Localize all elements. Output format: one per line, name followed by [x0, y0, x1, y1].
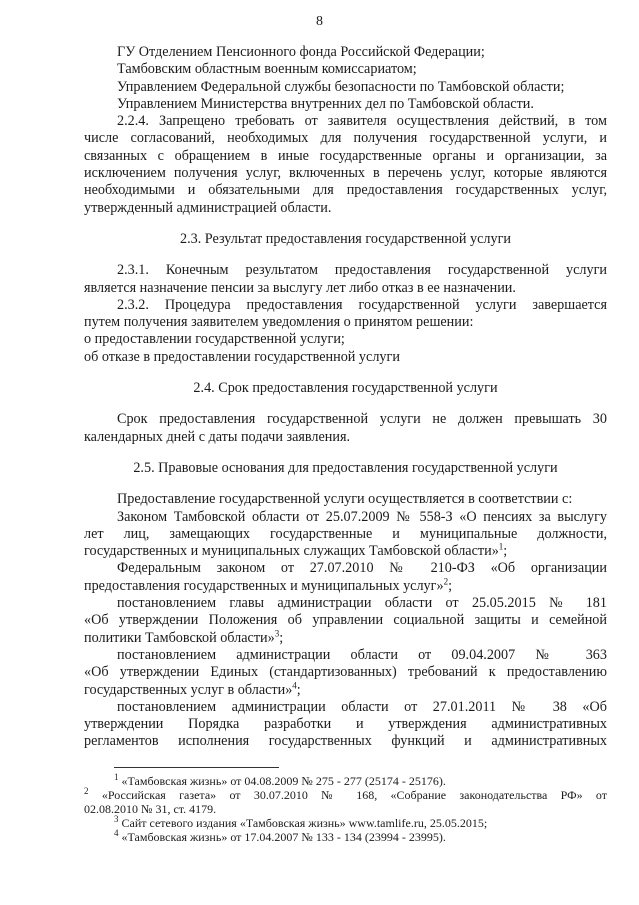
line-text: политики Тамбовской области»: [84, 629, 275, 646]
line-text: ГУ Отделением Пенсионного фонда Российской Федерации;: [117, 44, 485, 60]
line-text: Управлением Федеральной службы безопасности по Тамбовской области;: [117, 78, 565, 95]
text-line: [84, 509, 607, 526]
text-line: [84, 595, 607, 612]
line-text: утверждении Порядка разработки и утверждения административных: [84, 716, 607, 733]
footnote-reference: 3: [274, 627, 280, 638]
line-tail: ;: [279, 629, 284, 646]
text-line: [84, 679, 607, 699]
text-line: [84, 543, 607, 560]
line-text: путем получения заявителем уведомления о принятом решении:: [84, 314, 474, 331]
line-text: государственных и муниципальных служащих Тамбовской области»: [84, 543, 499, 560]
line-text: 02.08.2010 № 31, ст. 4179.: [84, 801, 217, 816]
line-text: предоставления государственных и муниципальных услуг»: [84, 577, 444, 594]
text-line: [84, 491, 607, 508]
text-line: [84, 314, 607, 331]
text-line: [84, 627, 607, 647]
paragraph-agencies-and-prohibition: [84, 44, 607, 217]
text-line: [84, 61, 607, 78]
section-2-3-body: [84, 262, 607, 366]
line-text: Законом Тамбовской области от 25.07.2009 № 558-З «О пенсиях за выслугу: [117, 508, 607, 525]
line-text: «Российская газета» от 30.07.2010 № 168, «Собрание законодательства РФ» от: [101, 787, 607, 802]
line-text: является назначение пенсии за выслугу лет либо отказ в ее назначении.: [84, 279, 516, 296]
footnote-separator: [114, 767, 279, 768]
page-number: 8: [316, 14, 323, 29]
line-text: утвержденный администрацией области.: [84, 199, 332, 216]
text-line: [84, 280, 607, 297]
line-text: 2.3.1. Конечным результатом предоставления государственной услуги: [117, 262, 607, 279]
footnote-marker: 1: [114, 771, 119, 782]
text-line: [84, 79, 607, 96]
line-text: о предоставлении государственной услуги;: [84, 331, 345, 348]
line-text: постановлением главы администрации области от 25.05.2015 № 181: [117, 595, 607, 612]
text-line: [84, 429, 607, 446]
line-text: «Об утверждении Единых (стандартизованных) требований к предоставлению: [84, 664, 607, 681]
line-text: постановлением администрации области от 09.04.2007 № 363: [117, 646, 607, 663]
footnote-reference: 2: [443, 575, 449, 586]
line-text: связанных с обращением в иные государственные органы и организации, за: [84, 147, 607, 164]
line-tail: ;: [448, 577, 453, 594]
footnote-line: [84, 802, 607, 816]
footnote-line: [84, 827, 607, 844]
text-line: [84, 182, 607, 199]
line-text: исключением получения услуг, включенных в перечень услуг, которые являются: [84, 165, 607, 182]
text-line: [84, 96, 607, 113]
text-line: [84, 331, 607, 348]
line-text: Федеральным законом от 27.07.2010 № 210-ФЗ «Об организации: [117, 560, 607, 577]
line-text: необходимыми и обязательными для предоставления государственных услуг,: [84, 182, 607, 199]
footnotes: [84, 771, 607, 844]
text-line: [84, 113, 607, 130]
text-line: [84, 262, 607, 279]
footnote-reference: 4: [292, 679, 297, 690]
line-text: государственных услуг в области»: [84, 681, 293, 698]
footnote-marker: 4: [114, 827, 119, 838]
line-text: регламентов исполнения государственных функций и административных: [84, 733, 607, 750]
text-line: [84, 411, 607, 428]
line-text: Управлением Министерства внутренних дел по Тамбовской области.: [117, 95, 534, 112]
line-text: числе согласований, необходимых для получения государственной услуги, и: [84, 130, 607, 147]
line-text: лет лиц, замещающих государственные и муниципальные должности,: [84, 525, 607, 542]
text-line: [84, 165, 607, 182]
text-line: [84, 612, 607, 629]
line-text: календарных дней с даты подачи заявления.: [84, 428, 351, 445]
text-line: [84, 130, 607, 147]
text-line: [84, 664, 607, 681]
line-text: «Об утверждении Положения об управлении социальной защиты и семейной: [84, 612, 607, 629]
footnote-line: [84, 771, 607, 788]
footnote-reference: 1: [498, 541, 504, 552]
section-2-5-body: [84, 491, 607, 750]
heading-2-5: 2.5. Правовые основания для предоставления государственной услуги: [133, 459, 558, 476]
text-line: [84, 647, 607, 664]
line-text: 2.2.4. Запрещено требовать от заявителя осуществления действий, в том: [117, 113, 607, 130]
text-line: [84, 699, 607, 716]
text-line: [84, 200, 607, 217]
text-line: [84, 349, 607, 366]
footnote-marker: 2: [84, 785, 89, 796]
text-line: [84, 44, 607, 61]
footnote-marker: 3: [114, 813, 119, 824]
line-tail: ;: [503, 543, 508, 560]
text-line: [84, 526, 607, 543]
heading-2-3: 2.3. Результат предоставления государственной услуги: [179, 230, 512, 247]
line-text: «Тамбовская жизнь» от 17.04.2007 № 133 - 134 (23994 - 23995).: [121, 829, 446, 844]
line-text: постановлением администрации области от 27.01.2011 № 38 «Об: [117, 698, 607, 715]
line-text: «Тамбовская жизнь» от 04.08.2009 № 275 - 277 (25174 - 25176).: [121, 773, 446, 788]
section-2-4-body: [84, 411, 607, 446]
text-line: [84, 716, 607, 733]
text-line: [84, 297, 607, 314]
line-text: Сайт сетевого издания «Тамбовская жизнь» www.tamlife.ru, 25.05.2015;: [121, 815, 488, 830]
line-tail: ;: [296, 681, 301, 698]
heading-2-4: 2.4. Срок предоставления государственной услуги: [193, 380, 498, 397]
text-line: [84, 148, 607, 165]
footnote-line: [84, 813, 607, 830]
text-line: [84, 575, 607, 595]
line-text: об отказе в предоставлении государственной услуги: [84, 348, 400, 365]
line-text: Предоставление государственной услуги осуществляется в соответствии с:: [117, 491, 573, 508]
footnote-line: [84, 785, 607, 802]
line-text: Срок предоставления государственной услуги не должен превышать 30: [117, 411, 607, 428]
line-text: Тамбовским областным военным комиссариатом;: [117, 61, 417, 78]
text-line: [84, 733, 607, 750]
line-text: 2.3.2. Процедура предоставления государственной услуги завершается: [117, 296, 607, 313]
text-line: [84, 560, 607, 577]
